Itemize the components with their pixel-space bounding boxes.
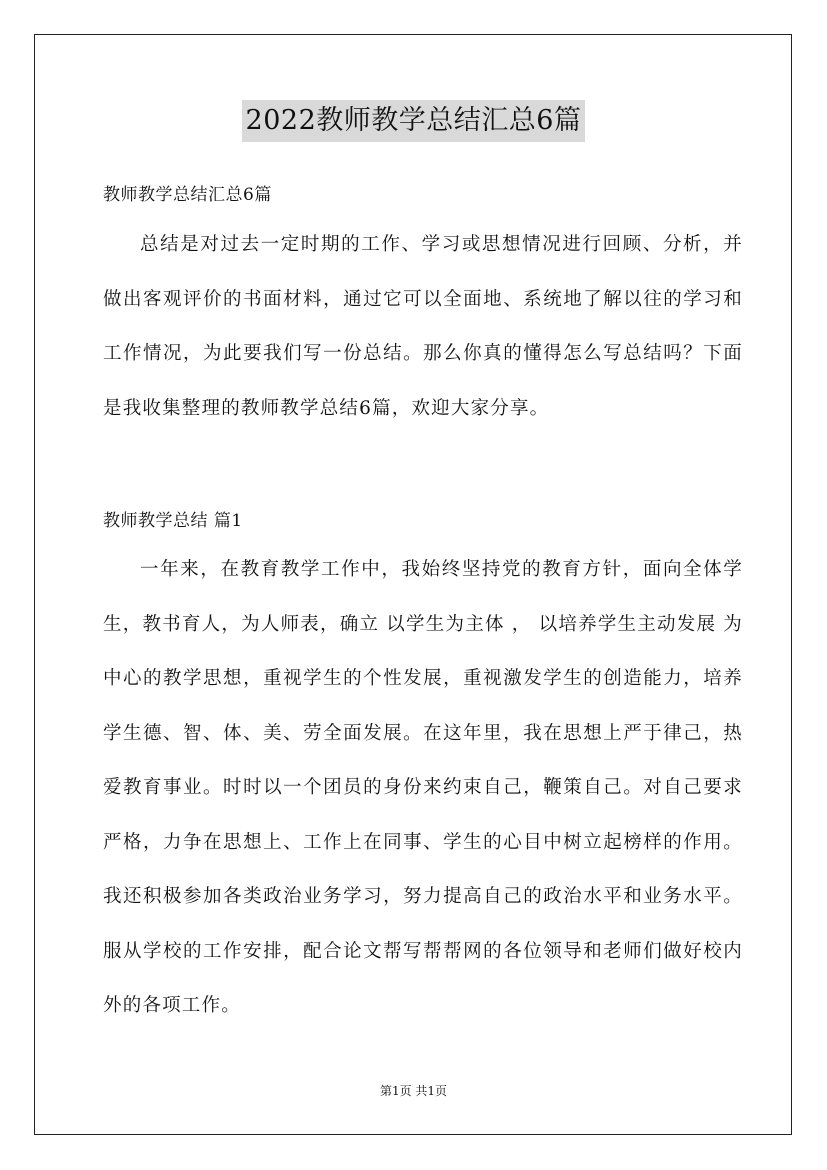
subtitle: 教师教学总结汇总6篇	[103, 185, 272, 205]
title-container	[0, 100, 827, 142]
section-paragraph: 一年来，在教育教学工作中，我始终坚持党的教育方针，面向全体学生，教书育人，为人师表，确立 以学生为主体 ， 以培养学生主动发展 为中心的教学思想，重视学生的个性发展，重视激发学生的创造能力，培养学生德、智、体、美、劳全面发展。在这年里，我在思想上严于律己，热爱教育事业。时时以一个团员的身份来约束自己，鞭策自己。对自己要求严格，力争在思想上、工作上在同事、学生的心目中树立起榜样的作用。我还积极参加各类政治业务学习，努力提高自己的政治水平和业务水平。服从学校的工作安排，配合论文帮写帮帮网的各位领导和老师们做好校内外的各项工作。	[103, 559, 743, 1016]
document-title: 2022教师教学总结汇总6篇	[242, 100, 586, 142]
page-footer: 第1页 共1页	[379, 1084, 448, 1098]
section-heading: 教师教学总结 篇1	[103, 511, 243, 531]
intro-paragraph: 总结是对过去一定时期的工作、学习或思想情况进行回顾、分析，并做出客观评价的书面材料，通过它可以全面地、系统地了解以往的学习和工作情况，为此要我们写一份总结。那么你真的懂得怎么写总结吗？下面是我收集整理的教师教学总结6篇，欢迎大家分享。	[103, 234, 743, 419]
